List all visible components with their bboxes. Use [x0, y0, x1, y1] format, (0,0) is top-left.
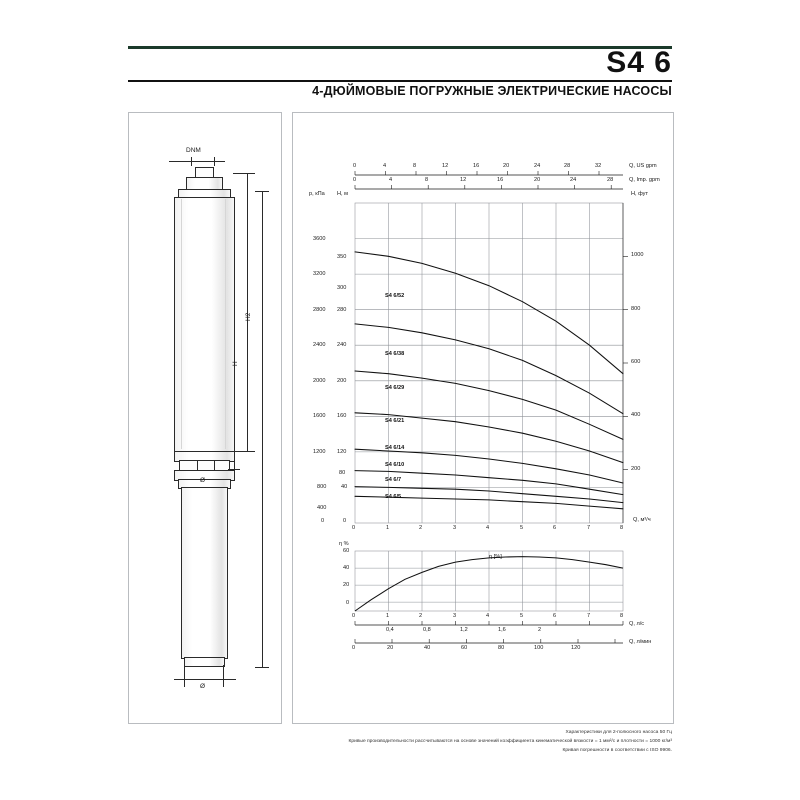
axis-label-efficiency: η %: [339, 541, 349, 547]
tick-kpa-400: 400: [317, 505, 327, 511]
tick-lmin-0: 0: [352, 645, 356, 651]
h-tick-bottom: [228, 469, 240, 470]
h2-tick-top: [233, 173, 255, 174]
tick-h-100: 80: [339, 470, 346, 476]
dimension-label-dnm: DNM: [186, 147, 201, 154]
tick-eff-60: 60: [343, 548, 350, 554]
tick-impgpm-24: 24: [570, 177, 577, 183]
tick-usgpm-24: 24: [534, 163, 541, 169]
tick-eff-q-6: 6: [553, 613, 557, 619]
tick-ls-12: 1,2: [460, 627, 468, 633]
curve-label-s4-6-52: S4 6/52: [385, 293, 405, 299]
tick-ls-04: 0,4: [386, 627, 394, 633]
tick-h-240: 240: [337, 342, 347, 348]
tick-ft-1000: 1000: [631, 252, 644, 258]
dimension-label-diameter-bottom: Ø: [200, 683, 206, 690]
tick-h-160: 160: [337, 413, 347, 419]
dnm-dimension-line: [169, 161, 225, 162]
bottom-dia-tick-right: [223, 665, 224, 687]
tick-impgpm-12: 12: [460, 177, 467, 183]
footnote-line-3: Кривая погрешности в соответствии с ISO 9906.: [562, 748, 672, 753]
tick-lmin-120: 120: [571, 645, 581, 651]
page-title: S4 6: [606, 46, 672, 79]
tick-eff-20: 20: [343, 582, 350, 588]
axis-label-impgpm: Q, Imp. gpm: [629, 177, 660, 183]
tick-eff-q-2: 2: [419, 613, 423, 619]
tick-ls-2: 2: [538, 627, 542, 633]
axis-label-pressure: p, кПа: [309, 191, 325, 197]
axis-label-q-ls: Q, л/с: [629, 621, 645, 627]
tick-kpa-0: 0: [321, 518, 325, 524]
tick-eff-q-1: 1: [386, 613, 390, 619]
tick-eff-q-0: 0: [352, 613, 356, 619]
motor-endcap: [184, 657, 225, 667]
tick-usgpm-16: 16: [473, 163, 480, 169]
overall-tick-bottom: [255, 667, 269, 668]
tick-impgpm-0: 0: [353, 177, 357, 183]
tick-q-7: 7: [587, 525, 591, 531]
tick-h-80: 40: [341, 484, 348, 490]
axis-label-q-lmin: Q, л/мин: [629, 639, 652, 645]
tick-usgpm-28: 28: [564, 163, 571, 169]
tick-q-0: 0: [352, 525, 356, 531]
tick-kpa-3200: 3200: [313, 271, 326, 277]
performance-curves-svg: [293, 113, 673, 723]
curve-label-s4-6-7: S4 6/7: [385, 477, 402, 483]
tick-usgpm-4: 4: [383, 163, 387, 169]
efficiency-curve-label: η [%]: [489, 554, 502, 560]
page-subtitle: 4-ДЮЙМОВЫЕ ПОГРУЖНЫЕ ЭЛЕКТРИЧЕСКИЕ НАСОСЫ: [312, 84, 672, 98]
tick-impgpm-4: 4: [389, 177, 393, 183]
tick-impgpm-16: 16: [497, 177, 504, 183]
curve-label-s4-6-21: S4 6/21: [385, 418, 405, 424]
bottom-dia-tick-left: [184, 665, 185, 687]
dnm-tick-right: [214, 157, 215, 166]
tick-kpa-1600: 1600: [313, 413, 326, 419]
tick-usgpm-0: 0: [353, 163, 357, 169]
tick-kpa-2800: 2800: [313, 307, 326, 313]
tick-kpa-1200: 1200: [313, 449, 326, 455]
tick-q-5: 5: [520, 525, 524, 531]
footnote-line-2: Кривые производительности рассчитываются на основе значений коэффициента кинематической вязкости = 1 мм²/с и плотности = 1000 кг/м³: [348, 739, 672, 744]
motor-body: [181, 487, 228, 659]
tick-eff-40: 40: [343, 565, 350, 571]
tick-eff-q-8: 8: [620, 613, 624, 619]
tick-ft-600: 600: [631, 359, 641, 365]
tick-lmin-100: 100: [534, 645, 544, 651]
dimension-label-h: H: [232, 361, 239, 366]
tick-q-8: 8: [620, 525, 624, 531]
overall-tick-top: [255, 191, 269, 192]
tick-h-300: 300: [337, 285, 347, 291]
tick-q-1: 1: [386, 525, 390, 531]
pump-body-hatch-2: [225, 199, 226, 449]
tick-lmin-40: 40: [424, 645, 431, 651]
tick-q-2: 2: [419, 525, 423, 531]
tick-kpa-2400: 2400: [313, 342, 326, 348]
tick-q-6: 6: [553, 525, 557, 531]
dimension-label-diameter-mid: Ø: [200, 477, 206, 484]
pump-drawing-panel: [128, 112, 282, 724]
dnm-tick-left: [191, 157, 192, 166]
axis-label-q-m3h-top: Q, м³/ч: [633, 517, 651, 523]
tick-eff-q-3: 3: [453, 613, 457, 619]
curve-label-s4-6-10: S4 6/10: [385, 462, 405, 468]
h2-tick-bottom: [233, 451, 255, 452]
tick-impgpm-20: 20: [534, 177, 541, 183]
header-divider: [128, 80, 672, 82]
tick-usgpm-20: 20: [503, 163, 510, 169]
overall-length-line: [262, 191, 263, 667]
tick-usgpm-8: 8: [413, 163, 417, 169]
tick-ft-400: 400: [631, 412, 641, 418]
footnote-line-1: Характеристики для 2-полюсного насоса 50 Гц: [565, 730, 672, 735]
tick-h-0: 0: [343, 518, 347, 524]
axis-label-usgpm: Q, US gpm: [629, 163, 657, 169]
tick-ft-200: 200: [631, 466, 641, 472]
tick-lmin-60: 60: [461, 645, 468, 651]
curve-label-s4-6-14: S4 6/14: [385, 445, 405, 451]
tick-lmin-20: 20: [387, 645, 394, 651]
header-accent-rule: [128, 46, 672, 49]
curve-label-s4-6-5: S4 6/5: [385, 494, 402, 500]
tick-q-3: 3: [453, 525, 457, 531]
curve-label-s4-6-38: S4 6/38: [385, 351, 405, 357]
tick-usgpm-32: 32: [595, 163, 602, 169]
tick-h-350: 350: [337, 254, 347, 260]
performance-chart-panel: [292, 112, 674, 724]
tick-kpa-2000: 2000: [313, 378, 326, 384]
tick-ls-08: 0,8: [423, 627, 431, 633]
tick-eff-q-4: 4: [486, 613, 490, 619]
pump-technical-drawing: [129, 113, 281, 723]
tick-usgpm-12: 12: [442, 163, 449, 169]
pump-body-hatch-1: [181, 199, 182, 449]
dimension-label-h2: H2: [245, 312, 252, 321]
tick-kpa-3600: 3600: [313, 236, 326, 242]
tick-eff-q-5: 5: [520, 613, 524, 619]
tick-ls-16: 1,6: [498, 627, 506, 633]
tick-h-120: 120: [337, 449, 347, 455]
h-dimension-line: [234, 241, 235, 469]
axis-label-head-m: H, м: [337, 191, 348, 197]
tick-q-4: 4: [486, 525, 490, 531]
tick-h-280: 280: [337, 307, 347, 313]
axis-label-head-ft: H, фут: [631, 191, 649, 197]
curve-label-s4-6-29: S4 6/29: [385, 385, 405, 391]
tick-kpa-800: 800: [317, 484, 327, 490]
tick-eff-0: 0: [346, 600, 350, 606]
tick-eff-q-7: 7: [587, 613, 591, 619]
tick-h-200: 200: [337, 378, 347, 384]
tick-lmin-80: 80: [498, 645, 505, 651]
tick-impgpm-28: 28: [607, 177, 614, 183]
tick-impgpm-8: 8: [425, 177, 429, 183]
chart-canvas: [293, 113, 673, 723]
tick-ft-800: 800: [631, 306, 641, 312]
